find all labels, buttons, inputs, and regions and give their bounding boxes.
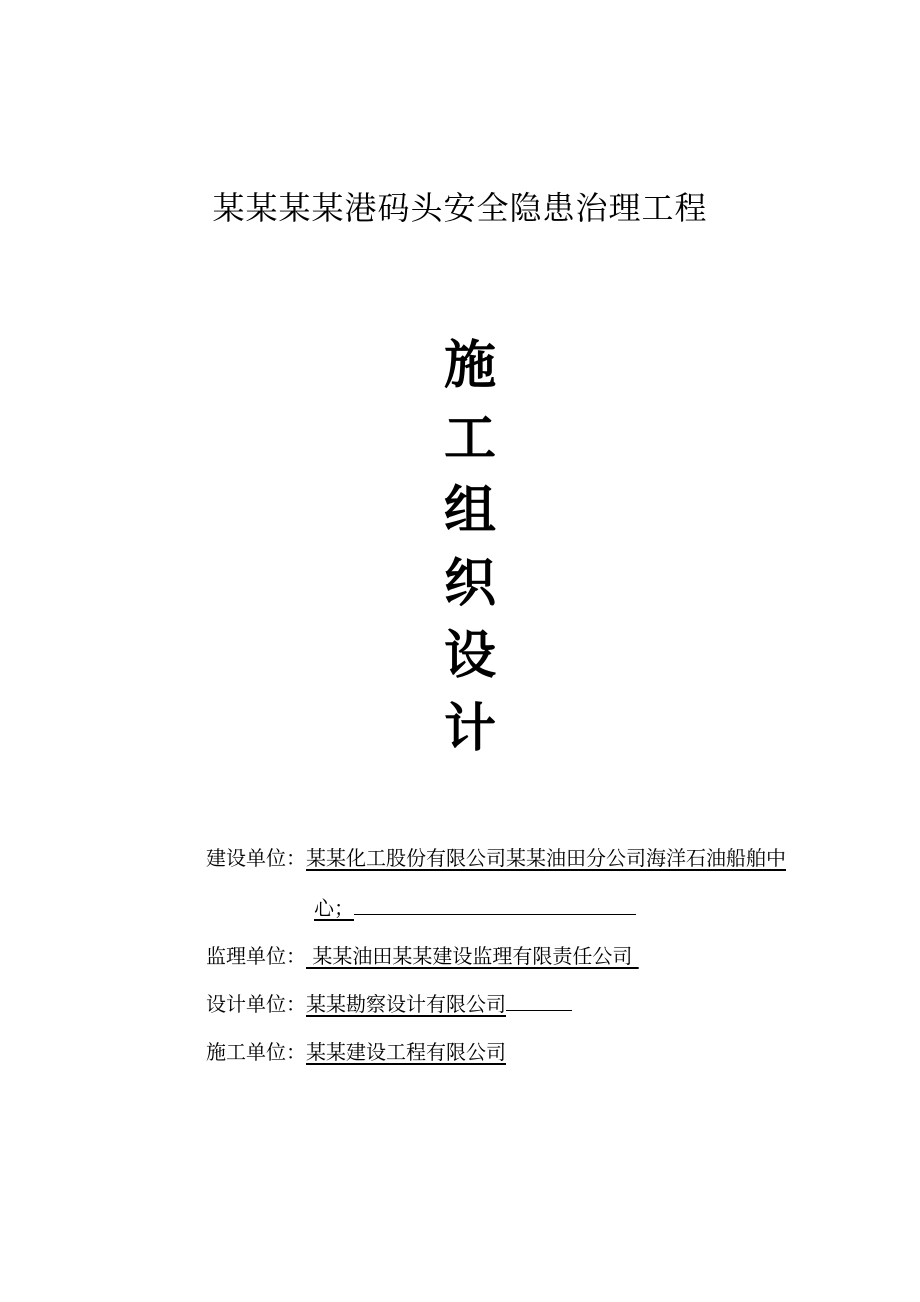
document-title bbox=[420, 330, 520, 765]
construction-unit-value: 某某化工股份有限公司某某油田分公司海洋石油船舶中 bbox=[306, 846, 786, 870]
contractor-unit-value: 某某建设工程有限公司 bbox=[306, 1040, 506, 1064]
construction-unit-label: 建设单位： bbox=[206, 846, 306, 870]
document-title-char: 设 bbox=[443, 625, 496, 686]
contractor-unit-row bbox=[206, 1032, 506, 1072]
document-title-char: 施 bbox=[443, 335, 496, 396]
blank-underline bbox=[354, 888, 636, 915]
document-title-char: 工 bbox=[443, 407, 496, 469]
supervision-unit-value: 某某油田某某建设监理有限责任公司 bbox=[306, 944, 639, 968]
document-title-char: 织 bbox=[443, 552, 496, 614]
document-title-char: 计 bbox=[443, 697, 496, 759]
construction-unit-value-continued: 心； bbox=[314, 896, 354, 920]
construction-unit-row-continued bbox=[314, 888, 636, 928]
design-unit-row bbox=[206, 984, 572, 1024]
contractor-unit-label: 施工单位： bbox=[206, 1040, 306, 1064]
design-unit-value: 某某勘察设计有限公司 bbox=[306, 992, 506, 1016]
supervision-unit-label: 监理单位： bbox=[206, 944, 306, 968]
supervision-unit-row bbox=[206, 936, 639, 976]
document-title-char: 组 bbox=[443, 480, 496, 541]
design-unit-label: 设计单位： bbox=[206, 992, 306, 1016]
construction-unit-row bbox=[206, 838, 786, 878]
project-title: 某某某某港码头安全隐患治理工程 bbox=[212, 189, 708, 227]
blank-underline bbox=[506, 984, 572, 1011]
